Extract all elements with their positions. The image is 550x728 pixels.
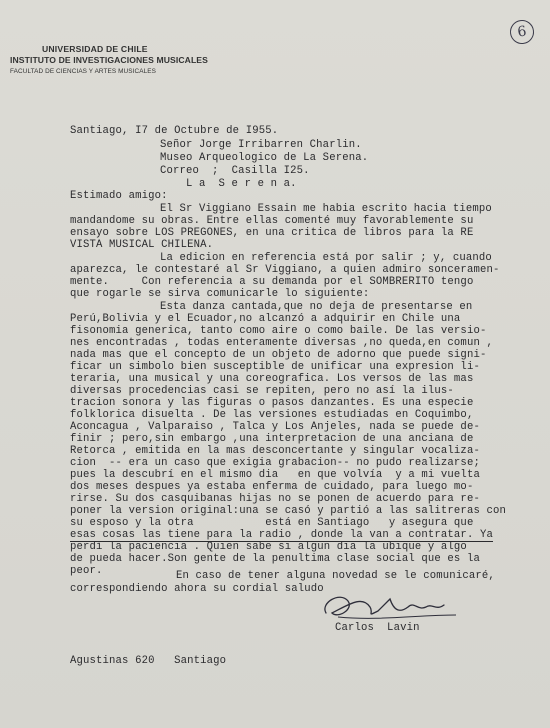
recipient-organization: Museo Arqueologico de La Serena. [160, 152, 369, 164]
body-line: teraria, una musical y una coreografica. Los versos de las mas [70, 373, 474, 385]
body-line: pues la descubrí en el mismo dia en que volvía y a mi vuelta [70, 469, 480, 481]
closing-line: correspondiendo ahora su cordial saludo [70, 583, 324, 595]
body-line: dos meses despues ya estaba enferma de cuidado, para luego mo- [70, 481, 474, 493]
body-line: cion -- era un caso que exigia grabacion-- no pudo realizarse; [70, 457, 480, 469]
body-line: Retorca , emitida en la mas desconcertante y singular vocaliza- [70, 445, 480, 457]
recipient-city: L a S e r e n a. [186, 178, 297, 190]
body-line: que rogarle se sirva comunicarle lo siguiente: [70, 288, 370, 300]
closing-line: En caso de tener alguna novedad se le comunicaré, [176, 570, 495, 582]
recipient-name: Señor Jorge Irribarren Charlin. [160, 139, 362, 151]
body-line: La edicion en referencia está por salir ; y, cuando [160, 252, 492, 264]
body-line: Esta danza cantada,que no deja de presentarse en [160, 301, 473, 313]
handwritten-signature [318, 585, 468, 625]
body-line-underlined: esas cosas las tiene para la radio , donde la van a contratar. Ya [70, 529, 493, 541]
body-line: rirse. Su dos casquibanas hijas no se ponen de acuerdo para re- [70, 493, 480, 505]
body-line: peor. [70, 565, 103, 577]
page-number-stamp: 6 [508, 18, 535, 45]
sender-address: Agustinas 620 Santiago [70, 655, 227, 667]
body-line: VISTA MUSICAL CHILENA. [70, 239, 214, 251]
letterhead [10, 44, 208, 75]
institute-name: INSTITUTO DE INVESTIGACIONES MUSICALES [10, 55, 208, 65]
body-line: Perú,Bolivia y el Ecuador,no alcanzó a adquirir en Chile una [70, 313, 461, 325]
body-line: aparezca, le contestaré al Sr Viggiano, a quien admiro sonceramen- [70, 264, 500, 276]
body-line: tracion sonora y las figuras o pasos danzantes. Es una especie [70, 397, 474, 409]
body-line: perdí la paciencia . Quien sabe si algun dia la ubique y algo [70, 541, 467, 553]
body-line: fisonomia generica, tanto como aire o como baile. De las versio- [70, 325, 487, 337]
body-line: nes encontradas , todas enteramente diversas ,no queda,en comun , [70, 337, 493, 349]
body-line: folklorica disuelta . De las versiones estudiadas en Coquimbo, [70, 409, 474, 421]
university-name: UNIVERSIDAD DE CHILE [42, 44, 148, 54]
body-line: Aconcagua , Valparaiso , Talca y Los Anjeles, nada se puede de- [70, 421, 480, 433]
body-line: su esposo y la otra está en Santiago y asegura que [70, 517, 474, 529]
body-line: poner la version original:una se casó y partió a las salitreras con [70, 505, 506, 517]
recipient-mailbox: Correo ; Casilla I25. [160, 165, 310, 177]
body-line: finir ; pero,sin embargo ,una interpretacion de una anciana de [70, 433, 474, 445]
faculty-name: FACULTAD DE CIENCIAS Y ARTES MUSICALES [10, 68, 156, 75]
body-line: ficar un simbolo bien susceptible de unificar una expresion li- [70, 361, 480, 373]
body-line: mandandome su obras. Entre ellas comenté muy favorablemente su [70, 215, 474, 227]
letter-date: Santiago, I7 de Octubre de I955. [70, 125, 279, 137]
body-line: nada mas que el concepto de un objeto de adorno que puede signi- [70, 349, 487, 361]
signer-name: Carlos Lavin [335, 622, 420, 634]
body-line: de pueda hacer.Son gente de la penultima clase social que es la [70, 553, 480, 565]
salutation: Estimado amigo: [70, 190, 168, 202]
body-line: diversas procedencias casi se repiten, pero no así la ilus- [70, 385, 454, 397]
body-line: ensayo sobre LOS PREGONES, en una critica de libros para la RE [70, 227, 474, 239]
body-line: mente. Con referencia a su demanda por el SOMBRERITO tengo [70, 276, 474, 288]
body-line: El Sr Viggiano Essain me habia escrito hacia tiempo [160, 203, 492, 215]
